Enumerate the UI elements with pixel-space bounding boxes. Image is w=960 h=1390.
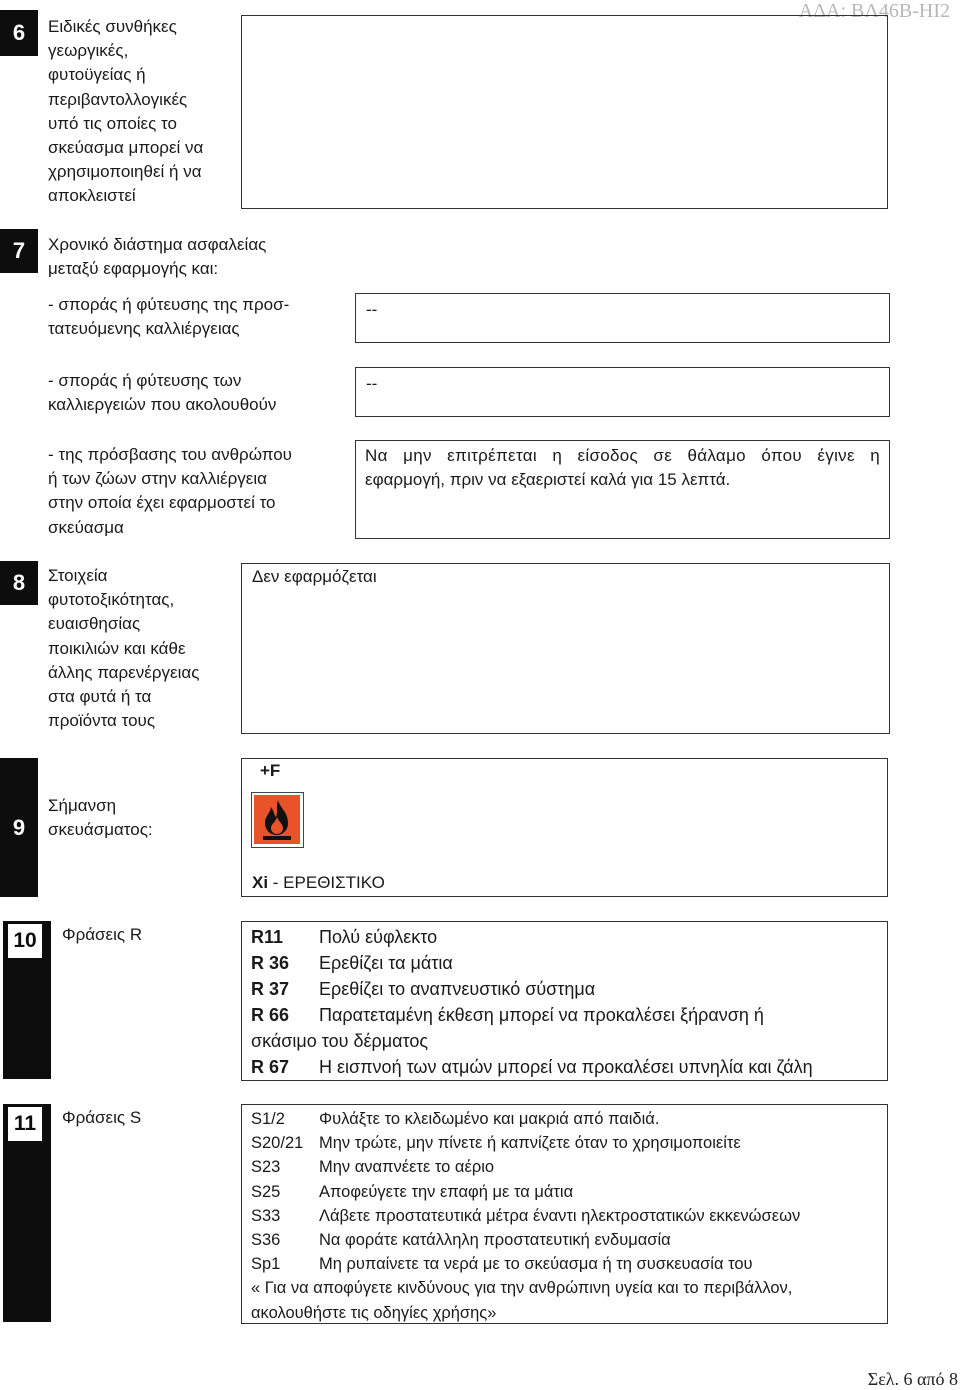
section-number-8: 8 xyxy=(0,561,38,605)
s-phrase-row: S20/21 Μην τρώτε, μην πίνετε ή καπνίζετε όταν το χρησιμοποιείτε xyxy=(251,1134,741,1153)
s-phrase-row: S36 Να φοράτε κατάλληλη προστατευτική ενδυμασία xyxy=(251,1231,671,1250)
page-number: Σελ. 6 από 8 xyxy=(867,1369,958,1389)
s-phrase-row: S33 Λάβετε προστατευτικά μέτρα έναντι ηλεκτροστατικών εκκενώσεων xyxy=(251,1206,801,1225)
r-phrase-continuation: σκάσιμο του δέρματος xyxy=(251,1031,429,1051)
s-phrase-row: Sp1 Μη ρυπαίνετε τα νερά με το σκεύασμα ή τη συσκευασία του xyxy=(251,1255,753,1274)
s-phrase-row: S25 Αποφεύγετε την επαφή με τα μάτια xyxy=(251,1182,574,1201)
section-9-label: Σήμανση σκευάσματος: xyxy=(48,796,153,840)
section-6-value-box xyxy=(241,15,888,209)
section-10-label: Φράσεις R xyxy=(62,925,143,944)
r-phrase-row: R 37 Ερεθίζει το αναπνευστικό σύστημα xyxy=(251,979,596,999)
r-phrases-box xyxy=(241,921,888,1081)
section-number-9: 9 xyxy=(0,758,38,897)
section-7-row-3-value: Να μην επιτρέπεται η είσοδος σε θάλαμο όπου έγινε η εφαρμογή, πριν να εξαεριστεί καλά για 15 λεπτά. xyxy=(355,440,890,539)
section-11-label: Φράσεις S xyxy=(62,1108,142,1127)
hazard-symbol-code: +F xyxy=(260,761,281,780)
s-phrase-row: S23 Μην αναπνέετε το αέριο xyxy=(251,1158,495,1177)
section-number-7: 7 xyxy=(0,229,38,273)
r-phrase-row: R11 Πολύ εύφλεκτο xyxy=(251,927,438,947)
s-phrase-note: ακολουθήστε τις οδηγίες χρήσης» xyxy=(251,1303,497,1322)
section-7-row-2-label: - σποράς ή φύτευσης των καλλιεργειών που ακολουθούν xyxy=(48,371,277,415)
section-9-value-box xyxy=(241,758,888,897)
ada-code: ΑΔΑ: ΒΛ46Β-ΗΙ2 xyxy=(798,0,950,22)
section-7-row-1-value: -- xyxy=(355,293,890,343)
section-number-6: 6 xyxy=(0,10,38,56)
section-number-10: 10 xyxy=(8,924,42,958)
section-number-11: 11 xyxy=(8,1107,42,1141)
xi-label: Xi - ΕΡΕΘΙΣΤΙΚΟ xyxy=(252,873,385,892)
section-6-label: Ειδικές συνθήκες γεωργικές, φυτοϋγείας ή περιβαντολλογικές υπό τις οποίες το σκεύασμα μπορεί να χρησιμοποιηθεί ή να αποκλειστεί xyxy=(48,17,204,206)
section-7-label: Χρονικό διάστημα ασφαλείας μεταξύ εφαρμογής και: xyxy=(48,235,267,279)
flame-icon xyxy=(251,792,304,848)
section-8-value-box: Δεν εφαρμόζεται xyxy=(241,563,890,734)
s-phrase-row: S1/2 Φυλάξτε το κλειδωμένο και μακριά από παιδιά. xyxy=(251,1110,660,1128)
s-phrase-note: « Για να αποφύγετε κινδύνους για την ανθρώπινη υγεία και το περιβάλλον, xyxy=(251,1279,793,1298)
section-8-label: Στοιχεία φυτοτοξικότητας, ευαισθησίας ποικιλιών και κάθε άλλης παρενέργειας στα φυτά ή τα προϊόντα τους xyxy=(48,566,200,731)
s-phrases-box xyxy=(241,1104,888,1324)
r-phrase-row: R 66 Παρατεταμένη έκθεση μπορεί να προκαλέσει ξήρανση ή xyxy=(251,1005,764,1025)
section-7-row-2-value: -- xyxy=(355,367,890,417)
section-7-row-1-label: - σποράς ή φύτευσης της προσ- τατευόμενης καλλιέργειας xyxy=(48,295,290,339)
r-phrase-row: R 67 Η εισπνοή των ατμών μπορεί να προκαλέσει υπνηλία και ζάλη xyxy=(251,1057,813,1077)
r-phrase-row: R 36 Ερεθίζει τα μάτια xyxy=(251,953,453,973)
section-7-row-3-label: - της πρόσβασης του ανθρώπου ή των ζώων στην καλλιέργεια στην οποία έχει εφαρμοστεί το σκεύασμα xyxy=(48,445,292,537)
